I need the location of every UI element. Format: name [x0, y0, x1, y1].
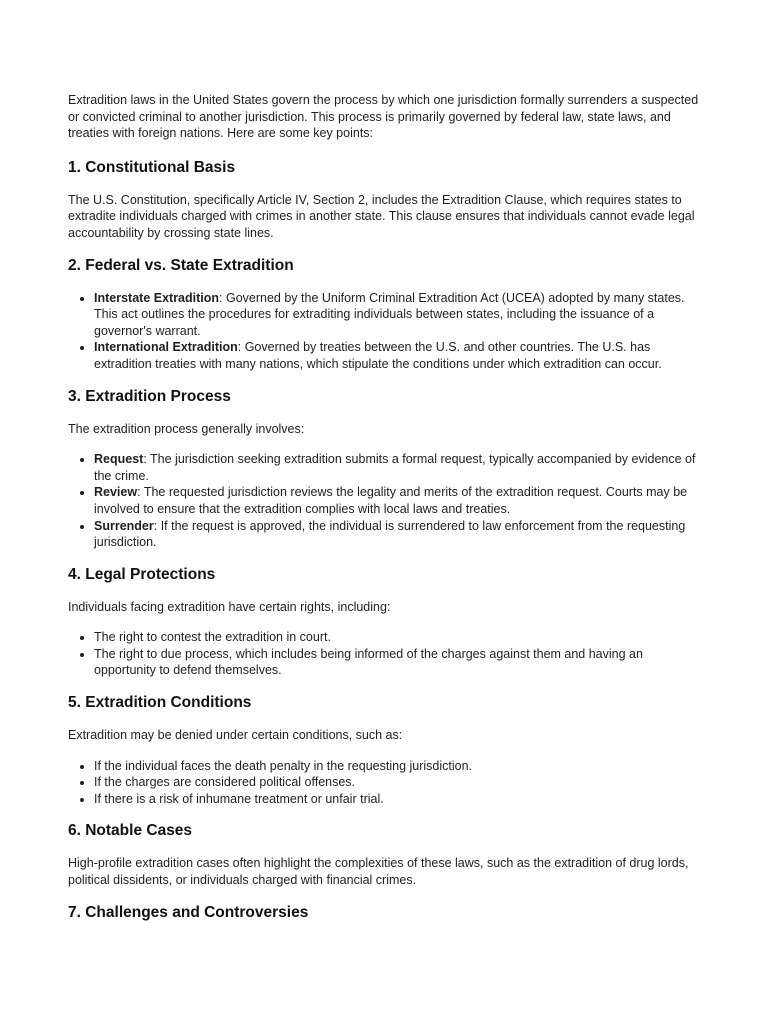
section-paragraph-extradition-conditions: Extradition may be denied under certain conditions, such as:	[68, 728, 403, 743]
document-body	[68, 92, 708, 937]
list-item-term: Review	[94, 485, 138, 500]
list-item	[94, 339, 708, 372]
list-item	[94, 451, 708, 484]
list-item	[94, 484, 708, 517]
legal-protections-list	[68, 629, 708, 679]
section-paragraph-notable-cases: High-profile extradition cases often highlight the complexities of these laws, such as the extradition of drug lords, political dissidents, or individuals charged with financial crimes.	[68, 856, 689, 888]
section-heading-extradition-process: 3. Extradition Process	[68, 387, 231, 405]
list-item-text: : Governed by the Uniform Criminal Extradition Act (UCEA) adopted by many states. This act outlines the procedures for extraditing individuals between states, including the issuance of a governor's warrant.	[94, 290, 685, 338]
list-item-text: : The requested jurisdiction reviews the legality and merits of the extradition request. Courts may be involved to ensure that the extradition complies with local laws and treaties.	[94, 485, 688, 516]
list-item	[94, 290, 708, 340]
section-heading-extradition-conditions: 5. Extradition Conditions	[68, 694, 252, 712]
list-item: • If there is a risk of inhumane treatment or unfair trial.	[94, 791, 708, 808]
section-paragraph-legal-protections: Individuals facing extradition have certain rights, including:	[68, 599, 391, 614]
section-paragraph-constitutional-basis: The U.S. Constitution, specifically Article IV, Section 2, includes the Extradition Clause, which requires states to extradite individuals charged with crimes in another state. This clause ensures that individuals cannot evade legal accountability by crossing state lines.	[68, 192, 695, 240]
list-item	[94, 518, 708, 551]
list-item-text: : If the request is approved, the individual is surrendered to law enforcement from the requesting jurisdiction.	[94, 518, 686, 550]
list-item: • If the charges are considered political offenses.	[94, 774, 708, 791]
list-item-text: : The jurisdiction seeking extradition submits a formal request, typically accompanied by evidence of the crime.	[94, 452, 696, 483]
list-item-term: Interstate Extradition	[94, 290, 220, 305]
federal-vs-state-list	[68, 290, 708, 373]
intro-paragraph: Extradition laws in the United States govern the process by which one jurisdiction formally surrenders a suspected or convicted criminal to another jurisdiction. This process is primarily governed by federal law, state laws, and treaties with foreign nations. Here are some key points:	[68, 93, 699, 141]
list-item-term: International Extradition	[94, 340, 238, 355]
section-paragraph-extradition-process: The extradition process generally involves:	[68, 421, 305, 436]
section-heading-federal-vs-state: 2. Federal vs. State Extradition	[68, 256, 294, 274]
section-heading-challenges-controversies: 7. Challenges and Controversies	[68, 903, 309, 921]
list-item: • If the individual faces the death penalty in the requesting jurisdiction.	[94, 758, 708, 775]
section-heading-notable-cases: 6. Notable Cases	[68, 822, 193, 840]
extradition-process-list	[68, 451, 708, 551]
section-heading-constitutional-basis: 1. Constitutional Basis	[68, 158, 236, 176]
section-heading-legal-protections: 4. Legal Protections	[68, 565, 216, 583]
list-item-text: : Governed by treaties between the U.S. and other countries. The U.S. has extradition treaties with many nations, which stipulate the conditions under which extradition can occur.	[94, 340, 662, 371]
list-item: • The right to due process, which includes being informed of the charges against them and having an opportunity to defend themselves.	[94, 646, 708, 679]
list-item: • The right to contest the extradition in court.	[94, 629, 708, 646]
list-item-term: Request	[94, 452, 144, 467]
list-item-term: Surrender	[94, 518, 154, 533]
extradition-conditions-list	[68, 758, 708, 808]
